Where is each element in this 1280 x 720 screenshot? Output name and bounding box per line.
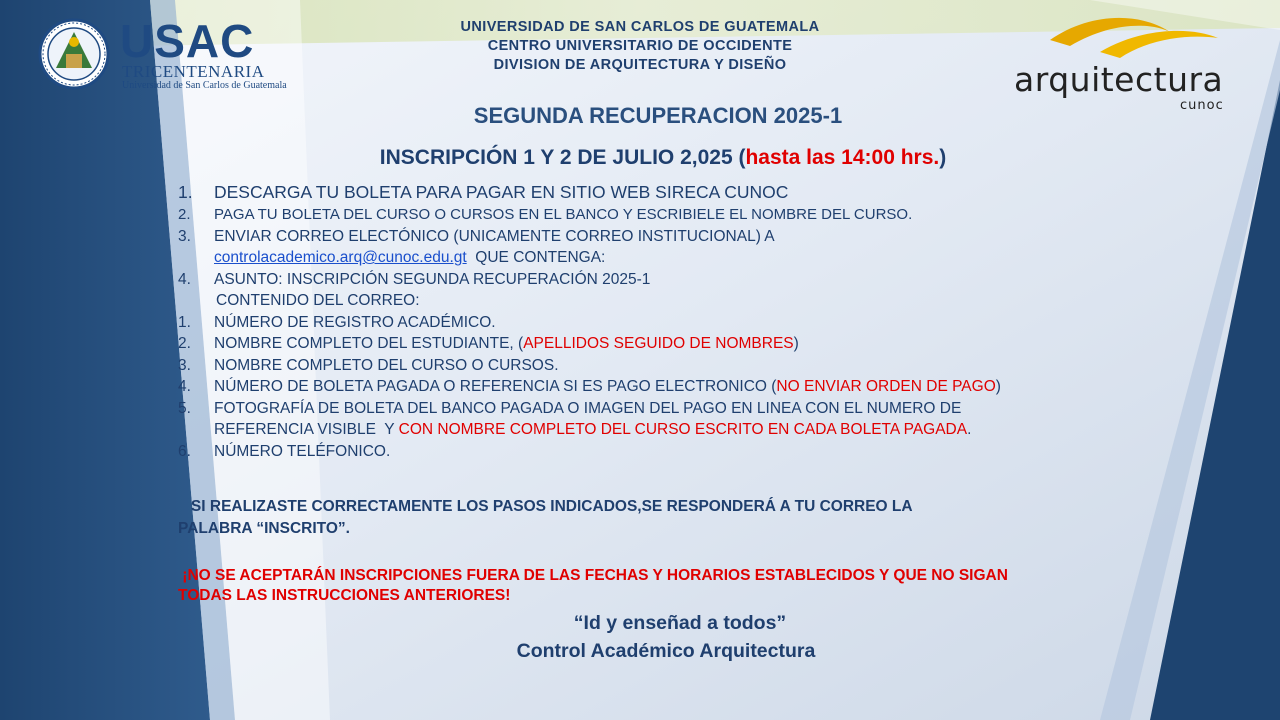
- content-row: [178, 419, 1208, 441]
- note-line-1: SI REALIZASTE CORRECTAMENTE LOS PASOS INDICADOS,SE RESPONDERÁ A TU CORREO LA: [178, 498, 913, 515]
- institution-header: [380, 18, 900, 75]
- step-text: PAGA TU BOLETA DEL CURSO O CURSOS EN EL BANCO Y ESCRIBIELE EL NOMBRE DEL CURSO.: [214, 206, 913, 223]
- content-highlight: CON NOMBRE COMPLETO DEL CURSO ESCRITO EN CADA BOLETA PAGADA: [398, 421, 968, 438]
- content-highlight: APELLIDOS SEGUIDO DE NOMBRES: [523, 335, 794, 352]
- warning-line-1: ¡NO SE ACEPTARÁN INSCRIPCIONES FUERA DE LAS FECHAS Y HORARIOS ESTABLECIDOS Y QUE NO SIGAN: [178, 567, 1008, 584]
- usac-logo-tagline: TRICENTENARIA: [122, 62, 265, 81]
- content-text: NOMBRE COMPLETO DEL ESTUDIANTE, (: [214, 335, 524, 352]
- instructions-list: [178, 180, 1208, 462]
- email-link[interactable]: controlacademico.arq@cunoc.edu.gt: [214, 249, 467, 266]
- content-text: NÚMERO TELÉFONICO.: [214, 442, 391, 460]
- subtitle-main: INSCRIPCIÓN 1 Y 2 DE JULIO 2,025 (: [379, 146, 746, 169]
- step-text: QUE CONTENGA:: [466, 249, 606, 266]
- content-row: [178, 355, 1208, 377]
- step-text: DESCARGA TU BOLETA PARA PAGAR EN SITIO WEB SIRECA CUNOC: [214, 182, 789, 202]
- content-number: 5.: [178, 399, 191, 417]
- step-text: ENVIAR CORREO ELECTÓNICO (UNICAMENTE CORREO INSTITUCIONAL) A: [214, 227, 775, 245]
- step-row: [178, 180, 1208, 204]
- content-end: .: [967, 421, 972, 438]
- warning-note: [178, 566, 1218, 606]
- content-row: [178, 376, 1208, 398]
- content-heading: [178, 290, 1208, 312]
- content-end: ): [793, 335, 799, 352]
- step-row: [178, 269, 1208, 291]
- content-number: 6.: [178, 442, 191, 460]
- step-number: 2.: [178, 206, 191, 223]
- content-row: [178, 333, 1208, 355]
- subtitle-deadline: hasta las 14:00 hrs.: [745, 146, 940, 169]
- page-title: SEGUNDA RECUPERACION 2025-1: [473, 103, 843, 128]
- step-number: 4.: [178, 270, 191, 288]
- header-line-3: DIVISION DE ARQUITECTURA Y DISEÑO: [493, 57, 787, 73]
- content-text: REFERENCIA VISIBLE Y: [214, 421, 399, 438]
- step-row: [178, 204, 1208, 226]
- content-text: FOTOGRAFÍA DE BOLETA DEL BANCO PAGADA O IMAGEN DEL PAGO EN LINEA CON EL NUMERO DE: [214, 399, 962, 417]
- step-number: 1.: [178, 182, 193, 202]
- content-row: [178, 312, 1208, 334]
- content-heading-text: CONTENIDO DEL CORREO:: [216, 292, 420, 309]
- usac-logo-subtitle: Universidad de San Carlos de Guatemala: [122, 80, 287, 91]
- arquitectura-swoosh-icon: [1040, 12, 1220, 62]
- arquitectura-logo-subtitle: cunoc: [1180, 98, 1224, 113]
- header-line-1: UNIVERSIDAD DE SAN CARLOS DE GUATEMALA: [460, 19, 820, 35]
- content-text: NOMBRE COMPLETO DEL CURSO O CURSOS.: [214, 356, 559, 374]
- step-number: 3.: [178, 227, 191, 245]
- content-highlight: NO ENVIAR ORDEN DE PAGO: [776, 378, 996, 395]
- step-row: [178, 247, 1208, 269]
- header-line-2: CENTRO UNIVERSITARIO DE OCCIDENTE: [487, 38, 793, 54]
- subtitle-end: ): [939, 146, 947, 169]
- page-subtitle: [0, 146, 1280, 170]
- motto: “Id y enseñad a todos”: [573, 612, 787, 634]
- content-number: 1.: [178, 313, 191, 331]
- content-number: 4.: [178, 378, 191, 395]
- step-text: ASUNTO: INSCRIPCIÓN SEGUNDA RECUPERACIÓN 2025-1: [214, 270, 651, 288]
- content-number: 2.: [178, 335, 191, 352]
- content-number: 3.: [178, 356, 191, 374]
- content-text: NÚMERO DE REGISTRO ACADÉMICO.: [214, 313, 496, 331]
- note-line-2: PALABRA “INSCRITO”.: [178, 520, 350, 537]
- usac-seal-icon: [38, 18, 110, 90]
- step-row: [178, 226, 1208, 248]
- usac-logo: [36, 15, 296, 94]
- content-text: NÚMERO DE BOLETA PAGADA O REFERENCIA SI ES PAGO ELECTRONICO (: [214, 378, 777, 395]
- footer-signature: Control Académico Arquitectura: [516, 640, 816, 662]
- arquitectura-logo: [1010, 12, 1240, 112]
- arquitectura-logo-text: arquitectura: [1014, 60, 1224, 99]
- usac-logo-text: USAC: [120, 15, 255, 67]
- content-row: [178, 398, 1208, 420]
- warning-line-2: TODAS LAS INSTRUCCIONES ANTERIORES!: [178, 587, 511, 604]
- content-end: ): [995, 378, 1001, 395]
- content-row: [178, 441, 1208, 463]
- confirmation-note: [178, 496, 1138, 540]
